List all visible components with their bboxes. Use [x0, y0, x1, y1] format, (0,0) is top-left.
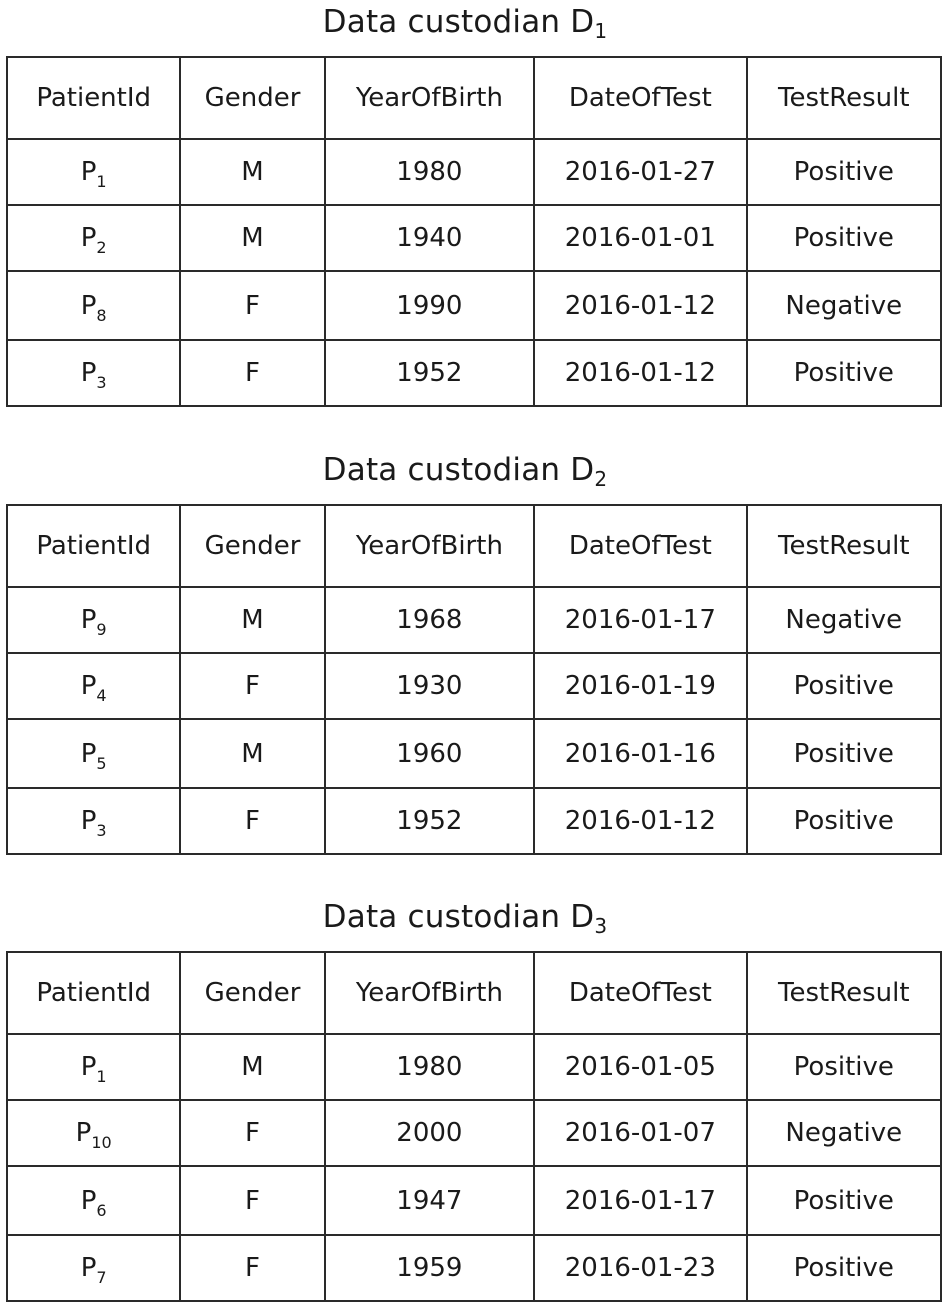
gender-cell: M — [180, 587, 324, 653]
gender-cell: F — [180, 653, 324, 719]
table-row — [7, 1235, 941, 1301]
patient-id-cell: $P_4$ — [7, 653, 180, 719]
year-cell: 1980 — [325, 1034, 534, 1100]
year-cell: 1940 — [325, 205, 534, 271]
header-row — [7, 505, 941, 587]
col-header-dateoftest: DateOfTest — [534, 952, 746, 1034]
patient-id-cell: $P_3$ — [7, 340, 180, 406]
table-row — [7, 719, 941, 788]
gender-cell: F — [180, 271, 324, 340]
result-cell: Positive — [747, 1166, 941, 1235]
col-header-testresult: TestResult — [747, 505, 941, 587]
patient-id-cell: $P_1$ — [7, 139, 180, 205]
result-cell: Positive — [747, 1034, 941, 1100]
data-table-d3 — [6, 951, 942, 1302]
table-title-d3: Data custodian $D_3$ — [322, 899, 608, 938]
result-cell: Negative — [747, 587, 941, 653]
table-title-d1: Data custodian $D_1$ — [322, 4, 608, 43]
date-cell: 2016-01-12 — [534, 271, 746, 340]
date-cell: 2016-01-17 — [534, 587, 746, 653]
col-header-dateoftest: DateOfTest — [534, 505, 746, 587]
table-row — [7, 340, 941, 406]
header-row — [7, 57, 941, 139]
year-cell: 1980 — [325, 139, 534, 205]
col-header-yearofbirth: YearOfBirth — [325, 505, 534, 587]
col-header-yearofbirth: YearOfBirth — [325, 57, 534, 139]
result-cell: Positive — [747, 653, 941, 719]
table-row — [7, 653, 941, 719]
table-row — [7, 1034, 941, 1100]
patient-id-cell: $P_7$ — [7, 1235, 180, 1301]
col-header-yearofbirth: YearOfBirth — [325, 952, 534, 1034]
gender-cell: F — [180, 1100, 324, 1166]
date-cell: 2016-01-05 — [534, 1034, 746, 1100]
gender-cell: F — [180, 340, 324, 406]
year-cell: 1952 — [325, 340, 534, 406]
table-row — [7, 1100, 941, 1166]
gender-cell: M — [180, 1034, 324, 1100]
date-cell: 2016-01-12 — [534, 340, 746, 406]
result-cell: Positive — [747, 340, 941, 406]
date-cell: 2016-01-19 — [534, 653, 746, 719]
col-header-patientid: PatientId — [7, 57, 180, 139]
result-cell: Positive — [747, 139, 941, 205]
table-row — [7, 271, 941, 340]
patient-id-cell: $P_3$ — [7, 788, 180, 854]
table-row — [7, 1166, 941, 1235]
result-cell: Negative — [747, 271, 941, 340]
gender-cell: F — [180, 1235, 324, 1301]
year-cell: 1959 — [325, 1235, 534, 1301]
gender-cell: F — [180, 1166, 324, 1235]
year-cell: 1990 — [325, 271, 534, 340]
result-cell: Negative — [747, 1100, 941, 1166]
result-cell: Positive — [747, 205, 941, 271]
year-cell: 1960 — [325, 719, 534, 788]
col-header-gender: Gender — [180, 505, 324, 587]
col-header-testresult: TestResult — [747, 57, 941, 139]
header-row — [7, 952, 941, 1034]
year-cell: 1930 — [325, 653, 534, 719]
gender-cell: M — [180, 205, 324, 271]
table-row — [7, 139, 941, 205]
patient-id-cell: $P_2$ — [7, 205, 180, 271]
date-cell: 2016-01-27 — [534, 139, 746, 205]
table-title-d2: Data custodian $D_2$ — [322, 452, 608, 491]
col-header-testresult: TestResult — [747, 952, 941, 1034]
patient-id-cell: $P_5$ — [7, 719, 180, 788]
date-cell: 2016-01-07 — [534, 1100, 746, 1166]
result-cell: Positive — [747, 788, 941, 854]
table-row — [7, 587, 941, 653]
patient-id-cell: $P_6$ — [7, 1166, 180, 1235]
result-cell: Positive — [747, 719, 941, 788]
table-row — [7, 788, 941, 854]
patient-id-cell: $P_9$ — [7, 587, 180, 653]
table-row — [7, 205, 941, 271]
col-header-gender: Gender — [180, 952, 324, 1034]
date-cell: 2016-01-17 — [534, 1166, 746, 1235]
year-cell: 1952 — [325, 788, 534, 854]
col-header-dateoftest: DateOfTest — [534, 57, 746, 139]
col-header-gender: Gender — [180, 57, 324, 139]
data-table-d2 — [6, 504, 942, 855]
gender-cell: M — [180, 139, 324, 205]
data-table-d1 — [6, 56, 942, 407]
year-cell: 1947 — [325, 1166, 534, 1235]
year-cell: 1968 — [325, 587, 534, 653]
gender-cell: M — [180, 719, 324, 788]
date-cell: 2016-01-23 — [534, 1235, 746, 1301]
gender-cell: F — [180, 788, 324, 854]
date-cell: 2016-01-12 — [534, 788, 746, 854]
col-header-patientid: PatientId — [7, 505, 180, 587]
patient-id-cell: $P_{10}$ — [7, 1100, 180, 1166]
result-cell: Positive — [747, 1235, 941, 1301]
date-cell: 2016-01-16 — [534, 719, 746, 788]
patient-id-cell: $P_8$ — [7, 271, 180, 340]
year-cell: 2000 — [325, 1100, 534, 1166]
date-cell: 2016-01-01 — [534, 205, 746, 271]
col-header-patientid: PatientId — [7, 952, 180, 1034]
patient-id-cell: $P_1$ — [7, 1034, 180, 1100]
